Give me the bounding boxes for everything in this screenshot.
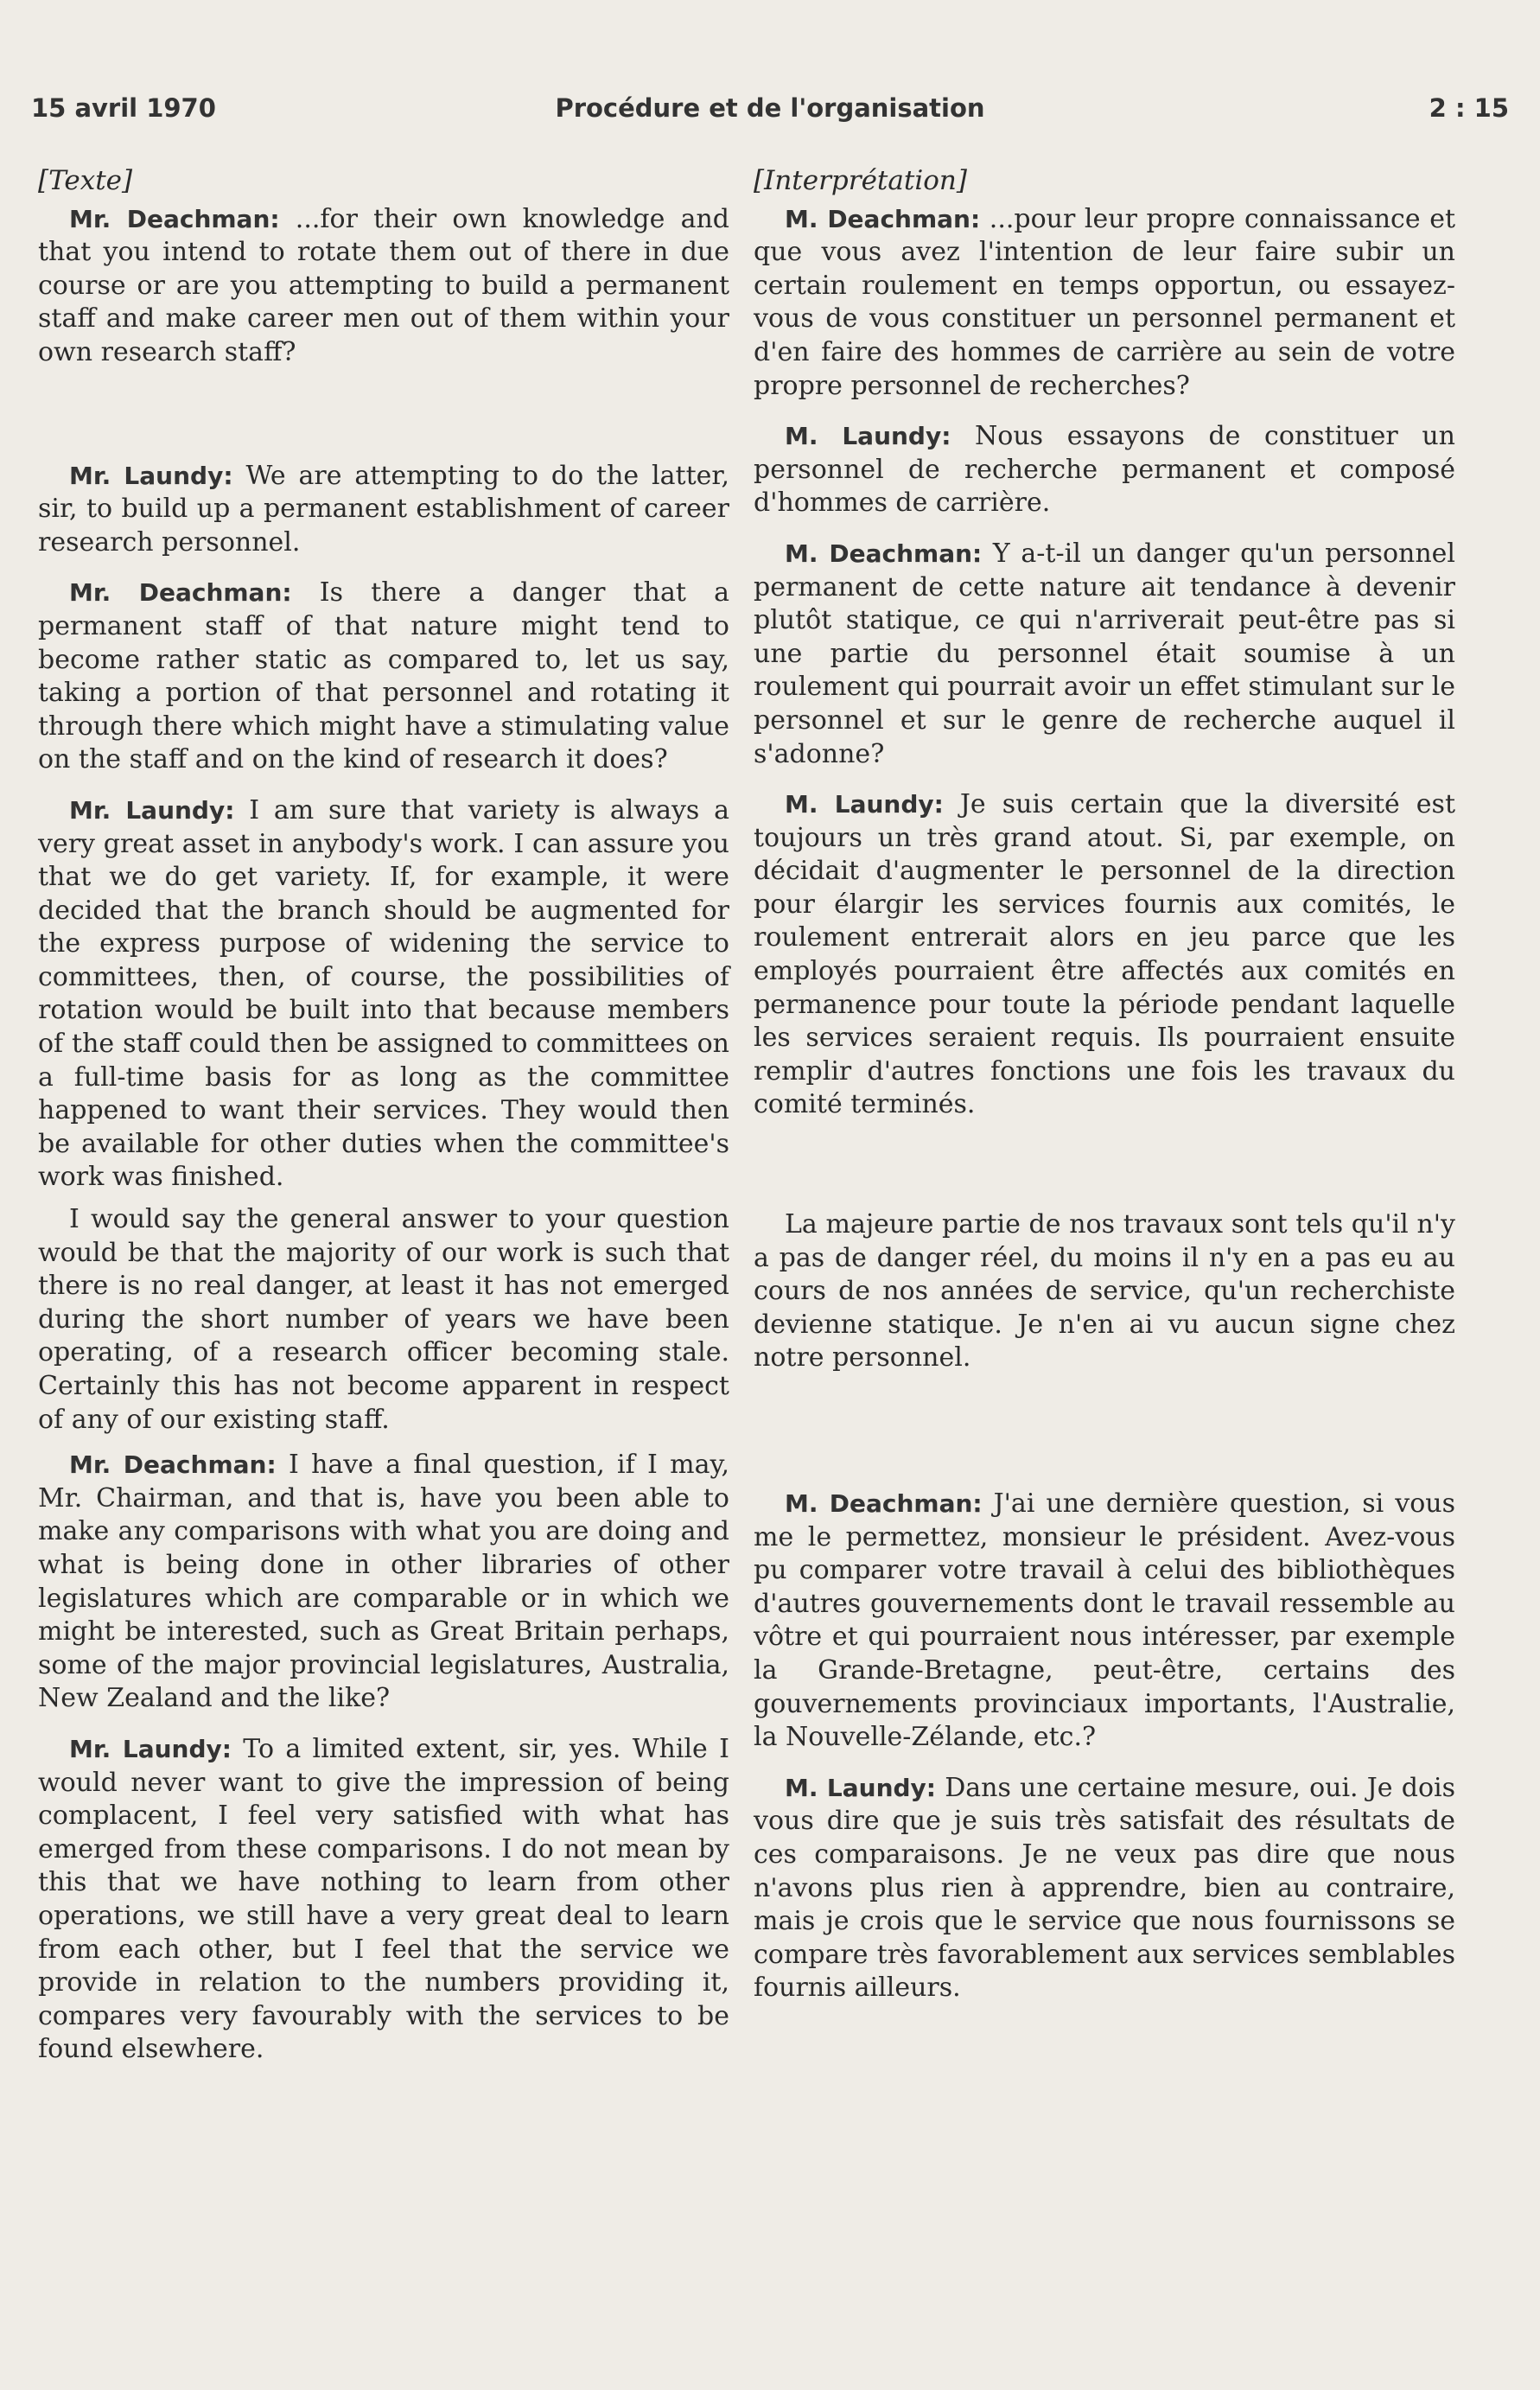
speaker-name: M. Deachman: (785, 1489, 983, 1518)
interpretation-label: [Interprétation] (754, 165, 967, 196)
paragraph-text: To a limited extent, sir, yes. While I would never want to give the impression of being complacent, I feel very satisfied with what has emerged from these comparisons. I do not mean by this that we have nothing to learn from other operations, we still have a very great deal to learn from each other, but I feel that the service we provide in relation to the numbers providing it, compares very favourably with the services to be found elsewhere. (38, 1733, 729, 2065)
left-paragraph-1 (38, 203, 729, 370)
speaker-name: M. Deachman: (785, 539, 983, 568)
header-page-number: 2 : 15 (1429, 93, 1509, 123)
left-paragraph-6 (38, 1449, 729, 1716)
speaker-name: M. Laundy: (785, 422, 951, 451)
right-paragraph-7 (754, 1772, 1455, 2005)
text-label: [Texte] (38, 165, 133, 196)
right-paragraph-2 (754, 420, 1455, 520)
right-paragraph-1 (754, 203, 1455, 404)
speaker-name: Mr. Laundy: (69, 461, 233, 490)
paragraph-text: I have a final question, if I may, Mr. Chairman, and that is, have you been able to make any comparisons with what you are doing and what is being done in other libraries of other legislatures which are comparable or in which we might be interested, such as Great Britain perhaps, some of the major provincial legislatures, Australia, New Zealand and the like? (38, 1450, 729, 1714)
speaker-name: Mr. Laundy: (69, 1734, 232, 1763)
paragraph-text: ...for their own knowledge and that you intend to rotate them out of there in due course or are you attempting to build a permanent staff and make career men out of them within your own research staff? (38, 203, 729, 367)
speaker-name: Mr. Deachman: (69, 204, 280, 233)
left-paragraph-2 (38, 460, 729, 560)
paragraph-text: Je suis certain que la diversité est toujours un très grand atout. Si, par exemple, on décidait d'augmenter le personnel de la direction pour élargir les services fournis aux comités, le roulement entrerait alors en jeu parce que les employés pourraient être affectés aux comités en permanence pour toute la période pendant laquelle les services seraient requis. Ils pourraient ensuite remplir d'autres fonctions une fois les travaux du comité terminés. (754, 789, 1455, 1120)
right-paragraph-3 (754, 538, 1455, 771)
speaker-name: M. Laundy: (785, 1773, 936, 1802)
paragraph-text: I would say the general answer to your question would be that the majority of our work is such that there is no real danger, at least it has not emerged during the short number of years we have been operating, of a research officer becoming stale. Certainly this has not become apparent in respect of any of our existing staff. (38, 1204, 729, 1435)
left-paragraph-3 (38, 577, 729, 777)
left-paragraph-5 (38, 1203, 729, 1437)
english-column (38, 164, 729, 2067)
paragraph-text: Nous essayons de constituer un personnel de recherche permanent et composé d'hommes de carrière. (754, 421, 1455, 519)
paragraph-text: Dans une certaine mesure, oui. Je dois vous dire que je suis très satisfait des résultats de ces comparaisons. Je ne veux pas dire que nous n'avons plus rien à apprendre, bien au contraire, mais je crois que le service que nous fournissons se compare très favorablement aux services semblables fournis ailleurs. (754, 1772, 1456, 2004)
page-header (31, 93, 1509, 131)
speaker-name: Mr. Deachman: (69, 578, 292, 608)
speaker-name: Mr. Laundy: (69, 795, 235, 825)
header-date: 15 avril 1970 (31, 93, 216, 123)
paragraph-text: J'ai une dernière question, si vous me le permettez, monsieur le président. Avez-vous pu comparer votre travail à celui des bibliothèques d'autres gouvernements dont le travail ressemble au vôtre et qui pourraient nous intéresser, par exemple la Grande-Bretagne, peut-être, certains des gouvernements provinciaux importants, l'Australie, la Nouvelle-Zélande, etc.? (754, 1488, 1456, 1753)
left-paragraph-7 (38, 1733, 729, 2067)
speaker-name: M. Deachman: (785, 204, 981, 233)
right-paragraph-6 (754, 1488, 1455, 1755)
paragraph-text: I am sure that variety is always a very great asset in anybody's work. I can assure you that we do get variety. If, for example, it were decided that the branch should be augmented for the express purpose of widening the service to committees, then, of course, the possibilities of rotation would be built into that because members of the staff could then be assigned to committees on a full-time basis for as long as the committee happened to want their services. They would then be available for other duties when the committee's work was finished. (38, 794, 729, 1193)
left-paragraph-4 (38, 794, 729, 1195)
speaker-name: M. Laundy: (785, 790, 944, 819)
french-column (754, 164, 1455, 2005)
paragraph-text: ...pour leur propre connaissance et que vous avez l'intention de leur faire subir un certain roulement en temps opportun, ou essayez-vous de vous constituer un personnel permanent et d'en faire des hommes de carrière au sein de votre propre personnel de recherches? (754, 203, 1456, 401)
paragraph-text: La majeure partie de nos travaux sont tels qu'il n'y a pas de danger réel, du moins il n'y en a pas eu au cours de nos années de service, qu'un recherchiste devienne statique. Je n'en ai vu aucun signe chez notre personnel. (754, 1209, 1455, 1373)
header-title: Procédure et de l'organisation (555, 93, 985, 123)
speaker-name: Mr. Deachman: (69, 1450, 277, 1480)
right-paragraph-4 (754, 788, 1455, 1122)
paragraph-text: Is there a danger that a permanent staff of that nature might tend to become rather static as compared to, let us say, taking a portion of that personnel and rotating it through there which might have a stimulating value on the staff and on the kind of research it does? (38, 577, 729, 775)
right-paragraph-5 (754, 1208, 1455, 1375)
paragraph-text: Y a-t-il un danger qu'un personnel permanent de cette nature ait tendance à devenir plutôt statique, ce qui n'arriverait peut-être pas si une partie du personnel était soumise à un roulement qui pourrait avoir un effet stimulant sur le personnel et sur le genre de recherche auquel il s'adonne? (754, 538, 1455, 769)
paragraph-text: We are attempting to do the latter, sir, to build up a permanent establishment of career research personnel. (38, 460, 729, 558)
